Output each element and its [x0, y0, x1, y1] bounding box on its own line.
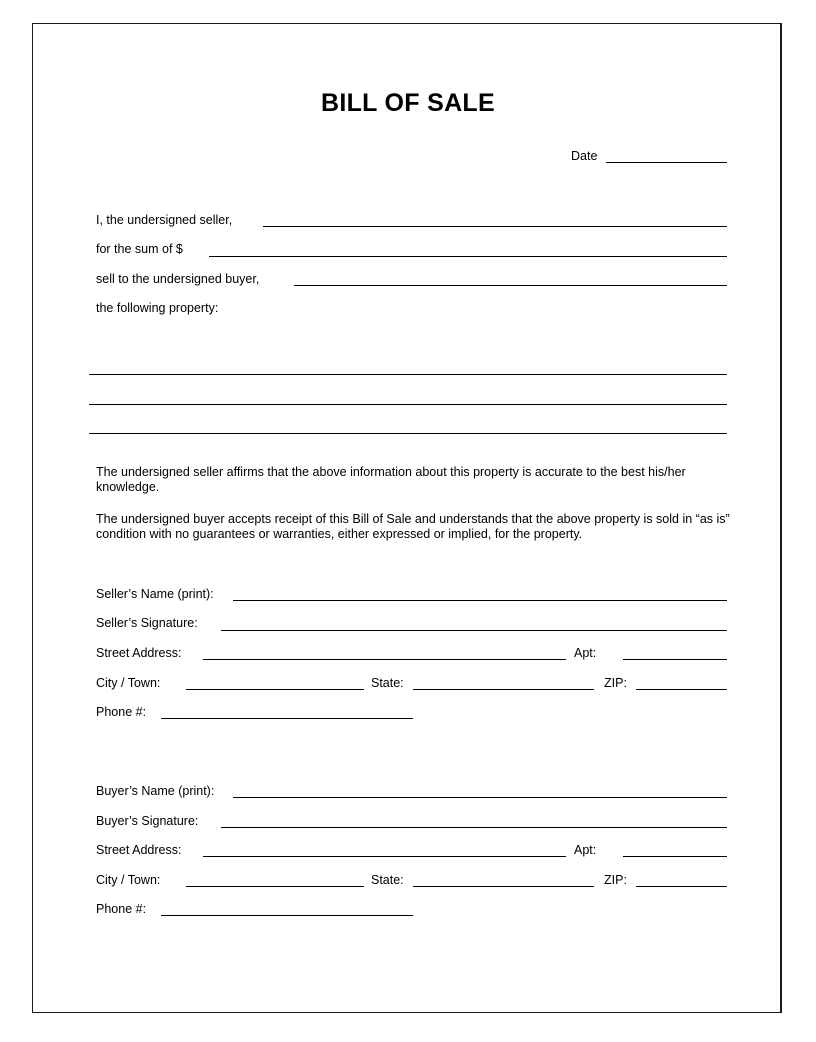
document-title: BILL OF SALE — [321, 89, 495, 117]
seller-city-label: City / Town: — [96, 676, 161, 690]
buyer-zip-label: ZIP: — [604, 873, 627, 887]
property-line-3[interactable] — [89, 433, 727, 434]
seller-state-label: State: — [371, 676, 404, 690]
seller-signature-label: Seller’s Signature: — [96, 616, 198, 630]
buyer-phone-field[interactable] — [161, 915, 413, 916]
buyer-zip-field[interactable] — [636, 886, 727, 887]
seller-phone-field[interactable] — [161, 718, 413, 719]
buyer-phone-label: Phone #: — [96, 902, 147, 916]
property-label: the following property: — [96, 301, 219, 315]
seller-signature-field[interactable] — [221, 630, 727, 631]
sum-label: for the sum of $ — [96, 242, 183, 256]
seller-name-field[interactable] — [233, 600, 727, 601]
seller-city-field[interactable] — [186, 689, 364, 690]
seller-intro-label: I, the undersigned seller, — [96, 213, 233, 227]
buyer-acceptance-text: The undersigned buyer accepts receipt of this Bill of Sale and understands that the above property is sold in “as is” condition with no guarantees or warranties, either expressed or implied, for the property. — [96, 512, 730, 541]
buyer-name-field[interactable] — [233, 797, 727, 798]
buyer-apt-label: Apt: — [574, 843, 597, 857]
seller-zip-label: ZIP: — [604, 676, 627, 690]
buyer-apt-field[interactable] — [623, 856, 727, 857]
buyer-intro-label: sell to the undersigned buyer, — [96, 272, 260, 286]
buyer-street-field[interactable] — [203, 856, 566, 857]
seller-apt-field[interactable] — [623, 659, 727, 660]
buyer-signature-field[interactable] — [221, 827, 727, 828]
property-line-2[interactable] — [89, 404, 727, 405]
sum-field[interactable] — [209, 256, 727, 257]
date-label: Date — [571, 149, 598, 163]
seller-state-field[interactable] — [413, 689, 594, 690]
buyer-state-label: State: — [371, 873, 404, 887]
buyer-city-field[interactable] — [186, 886, 364, 887]
buyer-signature-label: Buyer’s Signature: — [96, 814, 199, 828]
seller-phone-label: Phone #: — [96, 705, 147, 719]
seller-zip-field[interactable] — [636, 689, 727, 690]
seller-affirmation-text: The undersigned seller affirms that the above information about this property is accurate to the best his/her knowledge. — [96, 465, 686, 494]
seller-street-field[interactable] — [203, 659, 566, 660]
property-line-1[interactable] — [89, 374, 727, 375]
seller-name-label: Seller’s Name (print): — [96, 587, 214, 601]
seller-street-label: Street Address: — [96, 646, 182, 660]
buyer-street-label: Street Address: — [96, 843, 182, 857]
seller-intro-field[interactable] — [263, 226, 727, 227]
date-field[interactable] — [606, 162, 727, 163]
buyer-name-label: Buyer’s Name (print): — [96, 784, 215, 798]
buyer-city-label: City / Town: — [96, 873, 161, 887]
buyer-state-field[interactable] — [413, 886, 594, 887]
seller-apt-label: Apt: — [574, 646, 597, 660]
buyer-intro-field[interactable] — [294, 285, 727, 286]
